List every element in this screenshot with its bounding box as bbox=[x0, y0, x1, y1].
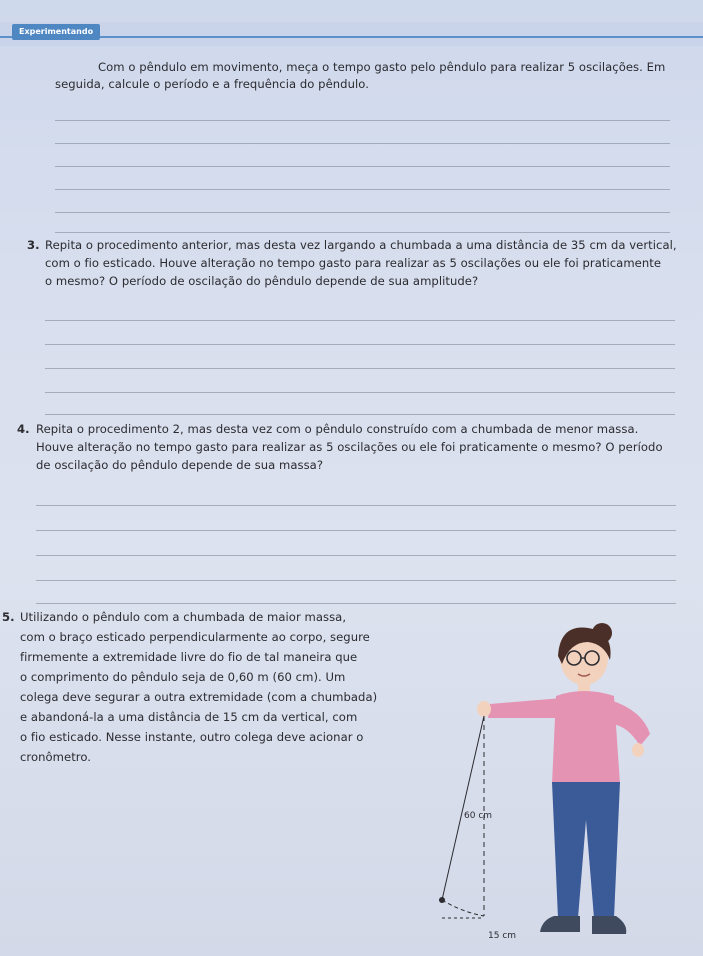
question-5-line-7: o fio esticado. Nesse instante, outro colega deve acionar o bbox=[20, 730, 364, 744]
answer-line[interactable] bbox=[36, 505, 676, 506]
answer-line[interactable] bbox=[45, 368, 675, 369]
answer-line[interactable] bbox=[55, 189, 670, 190]
shoe-right bbox=[592, 916, 626, 934]
pendulum-bob bbox=[439, 897, 445, 903]
answer-line[interactable] bbox=[36, 555, 676, 556]
length-label: 60 cm bbox=[464, 811, 493, 821]
question-4-line-3: de oscilação do pêndulo depende de sua massa? bbox=[36, 458, 324, 472]
question-5-line-2: com o braço esticado perpendicularmente ao corpo, segure bbox=[20, 630, 370, 644]
section-tag: Experimentando bbox=[12, 24, 100, 40]
question-3-number: 3. bbox=[27, 238, 40, 252]
answer-line[interactable] bbox=[36, 580, 676, 581]
pendulum-illustration bbox=[428, 600, 688, 948]
answer-line[interactable] bbox=[55, 212, 670, 213]
swing-arc bbox=[442, 900, 484, 916]
question-3-line-3: o mesmo? O período de oscilação do pêndulo depende de sua amplitude? bbox=[45, 274, 479, 288]
section-header-rule bbox=[0, 36, 703, 38]
question-5-line-1: Utilizando o pêndulo com a chumbada de maior massa, bbox=[20, 610, 347, 624]
offset-label: 15 cm bbox=[488, 931, 517, 941]
question-4-line-2: Houve alteração no tempo gasto para realizar as 5 oscilações ou ele foi praticamente o mesmo? O período bbox=[36, 440, 663, 454]
question-5-line-5: colega deve segurar a outra extremidade (com a chumbada) bbox=[20, 690, 378, 704]
intro-line-2: seguida, calcule o período e a frequência do pêndulo. bbox=[55, 77, 369, 91]
answer-line[interactable] bbox=[36, 530, 676, 531]
answer-line[interactable] bbox=[45, 414, 675, 415]
answer-line[interactable] bbox=[55, 232, 670, 233]
question-5-line-8: cronômetro. bbox=[20, 750, 92, 764]
question-4-number: 4. bbox=[17, 422, 30, 436]
shirt bbox=[552, 691, 620, 784]
answer-line[interactable] bbox=[55, 143, 670, 144]
answer-line[interactable] bbox=[55, 120, 670, 121]
question-5-line-6: e abandoná-la a uma distância de 15 cm da vertical, com bbox=[20, 710, 358, 724]
question-3-line-1: Repita o procedimento anterior, mas desta vez largando a chumbada a uma distância de 35 cm da vertical, bbox=[45, 238, 677, 252]
section-header-band bbox=[0, 22, 703, 46]
question-5-line-4: o comprimento do pêndulo seja de 0,60 m (60 cm). Um bbox=[20, 670, 346, 684]
jeans bbox=[552, 782, 620, 918]
answer-line[interactable] bbox=[55, 166, 670, 167]
holding-hand bbox=[477, 701, 491, 717]
answer-line[interactable] bbox=[45, 320, 675, 321]
shoe-left bbox=[540, 916, 580, 932]
question-4-line-1: Repita o procedimento 2, mas desta vez com o pêndulo construído com a chumbada de menor massa. bbox=[36, 422, 639, 436]
answer-line[interactable] bbox=[45, 344, 675, 345]
question-3-line-2: com o fio esticado. Houve alteração no tempo gasto para realizar as 5 oscilações ou ele foi praticamente bbox=[45, 256, 662, 270]
answer-line[interactable] bbox=[45, 392, 675, 393]
question-5-line-3: firmemente a extremidade livre do fio de tal maneira que bbox=[20, 650, 358, 664]
question-5-number: 5. bbox=[2, 610, 15, 624]
pendulum-string bbox=[442, 716, 484, 900]
intro-line-1: Com o pêndulo em movimento, meça o tempo gasto pelo pêndulo para realizar 5 oscilações. Em bbox=[98, 60, 666, 74]
extended-arm bbox=[488, 698, 562, 718]
